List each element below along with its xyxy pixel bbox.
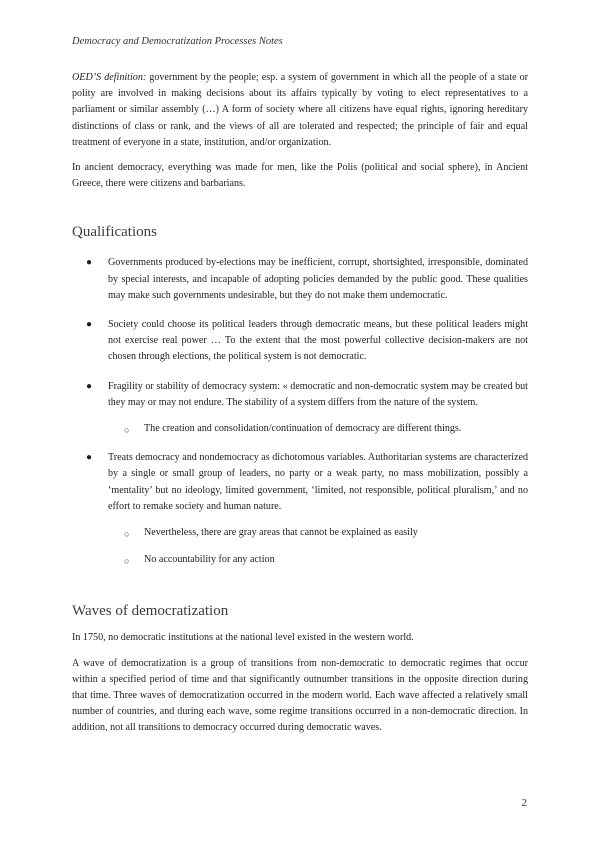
list-item	[72, 450, 528, 568]
list-item-text: Fragility or stability of democracy system: « democratic and non-democratic system may be created but they may or may not endure. The stability of a system differs from the nature of the system.	[108, 380, 528, 408]
waves-paragraph-1: In 1750, no democratic institutions at the national level existed in the western world.	[72, 632, 414, 644]
list-item-text: Governments produced by-elections may be inefficient, corrupt, shortsighted, irresponsible, dominated by special interests, and incapable of adopting policies demanded by the public good. These qualities may make such governments undesirable, but they do not make them undemocratic.	[108, 257, 528, 301]
sub-list-item	[108, 421, 528, 437]
qualifications-list	[72, 255, 528, 568]
bullet-icon: ●	[86, 452, 93, 464]
list-item	[72, 379, 528, 438]
sub-list-item-text: No accountability for any action	[144, 554, 275, 566]
circle-bullet-icon: ○	[124, 529, 130, 540]
list-item-text: Treats democracy and nondemocracy as dichotomous variables. Authoritarian systems are characterized by a single or small group of leaders, no party or a weak party, no mass mobilization, possibly a ‘mentality’ but no ideology, limited government, ‘limited, not responsible, political pluralism,’ and no effort to remake society and human nature.	[108, 452, 528, 512]
bullet-icon: ●	[86, 380, 93, 392]
definition-text: government by the people; esp. a system of government in which all the people of a state or polity are involved in making decisions about its affairs typically by voting to elect representatives to a parliament or similar assembly (…) A form of society where all citizens have equal rights, ignoring hereditary distinctions of class or rank, and the views of all are tolerated and respected; the principle of fair and equal treatment of everyone in a state, institution, and/or organization.	[72, 72, 528, 148]
running-header: Democracy and Democratization Processes Notes	[72, 36, 283, 47]
waves-paragraph-2: A wave of democratization is a group of transitions from non-democratic to democratic regimes that occur within a specified period of time and that significantly outnumber transitions in the opposite direction during that time. Three waves of democratization occurred in the modern world. Each wave affected a relatively small number of countries, and during each wave, some regime transitions occurred in a non-democratic direction. In addition, not all transitions to democracy occurred during democratic waves.	[72, 657, 528, 734]
bullet-icon: ●	[86, 319, 93, 331]
sub-list	[108, 421, 528, 437]
page-content	[72, 70, 528, 746]
qualifications-heading: Qualifications	[72, 224, 157, 241]
ancient-democracy-paragraph: In ancient democracy, everything was made for men, like the Polis (political and social sphere), in Ancient Greece, there were citizens and barbarians.	[72, 162, 528, 190]
page-number: 2	[521, 797, 527, 809]
sub-list-item-text: The creation and consolidation/continuation of democracy are different things.	[144, 423, 462, 435]
definition-label: OED’S definition:	[72, 72, 147, 83]
sub-list-item-text: Nevertheless, there are gray areas that cannot be explained as easily	[144, 527, 418, 539]
sub-list-item	[108, 525, 528, 541]
definition-paragraph	[72, 70, 528, 151]
bullet-icon: ●	[86, 257, 93, 269]
circle-bullet-icon: ○	[124, 425, 130, 436]
waves-heading: Waves of democratization	[72, 603, 229, 620]
circle-bullet-icon: ○	[124, 556, 130, 567]
list-item	[72, 317, 528, 366]
list-item-text: Society could choose its political leaders through democratic means, but these political leaders might not exercise real power … To the extent that the most powerful collective decision-makers are not chosen through elections, the political system is not democratic.	[108, 319, 528, 363]
sub-list-item	[108, 552, 528, 568]
list-item	[72, 255, 528, 304]
sub-list	[108, 525, 528, 568]
